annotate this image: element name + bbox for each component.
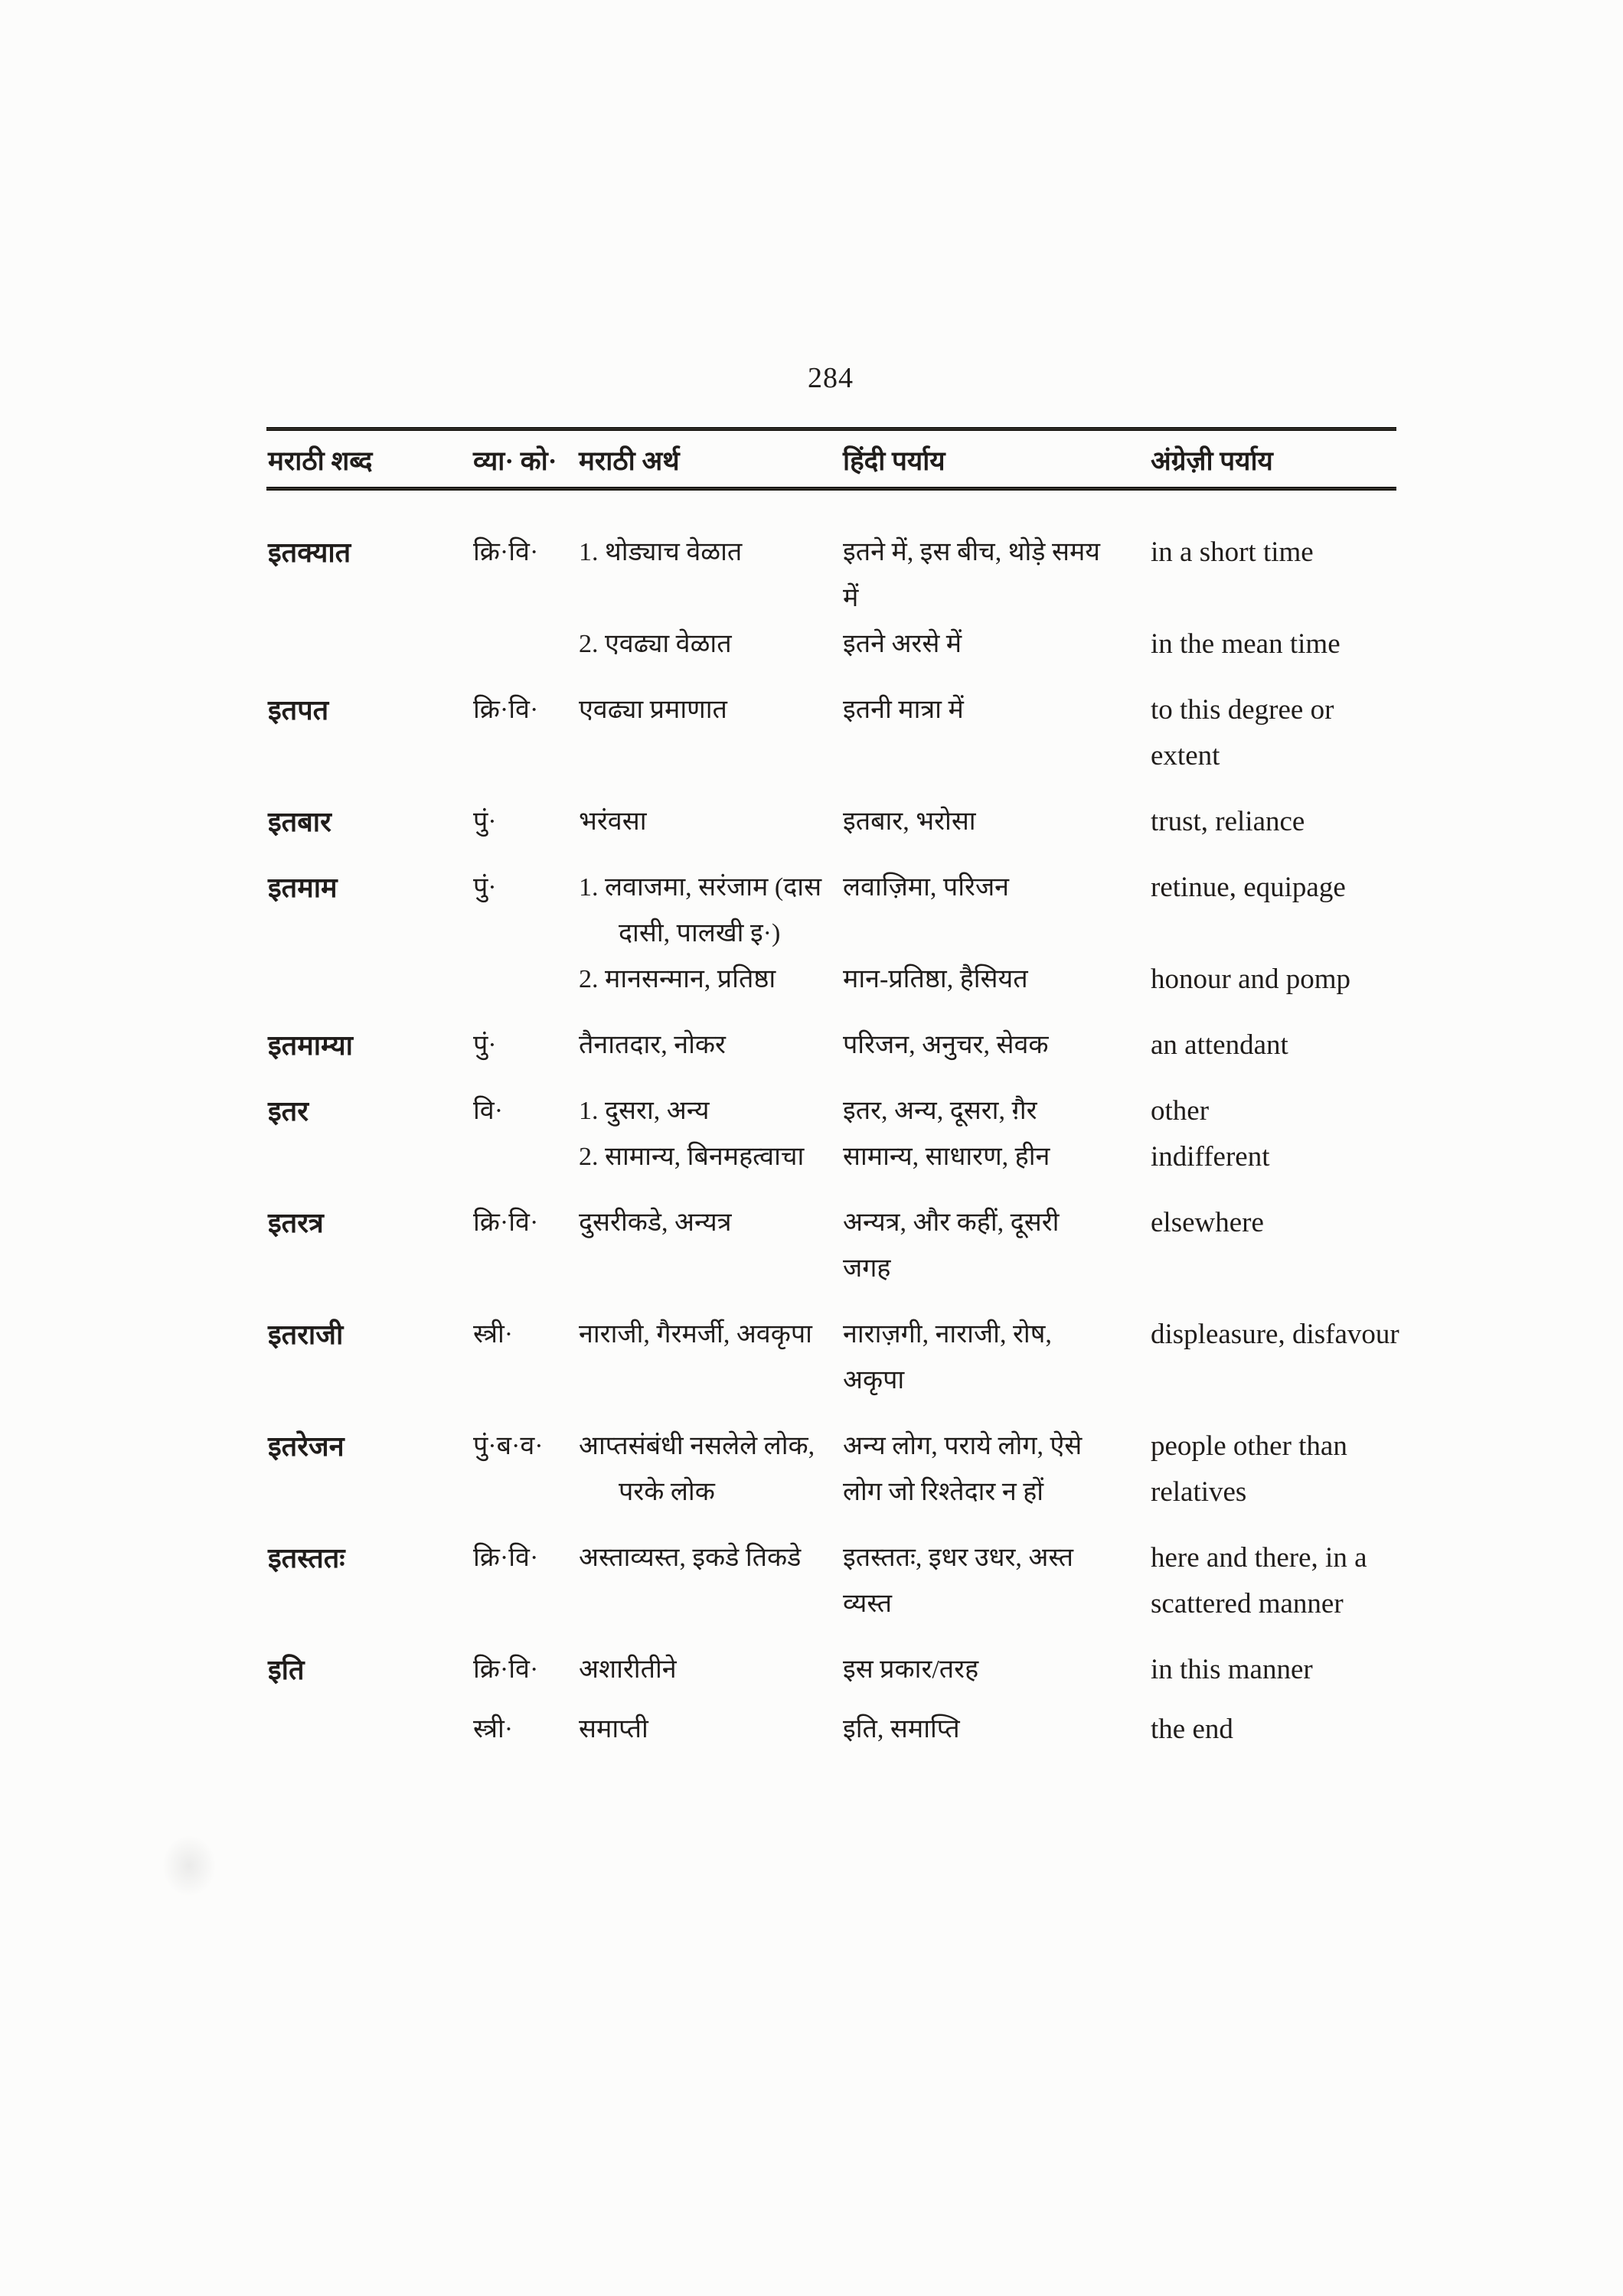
- english-synonym: retinue, equipage: [1151, 872, 1346, 903]
- english-synonym: here and there, in a scattered manner: [1151, 1542, 1367, 1619]
- grammar-tag: क्रि·वि·: [473, 1655, 539, 1684]
- hindi-synonym: परिजन, अनुचर, सेवक: [843, 1031, 1049, 1059]
- hindi-synonym: इतने अरसे में: [843, 630, 962, 658]
- entry-sense-row: [268, 621, 1462, 667]
- english-synonym: in the mean time: [1151, 628, 1341, 660]
- dictionary-entry: [268, 1088, 1462, 1180]
- marathi-meaning: समाप्ती: [579, 1715, 648, 1743]
- dictionary-entry: [268, 1535, 1462, 1627]
- marathi-meaning: 1. थोड्याच वेळात: [579, 538, 743, 566]
- hindi-synonym: इतर, अन्य, दूसरा, ग़ैर: [843, 1097, 1037, 1125]
- marathi-meaning: दुसरीकडे, अन्यत्र: [579, 1208, 732, 1237]
- hindi-synonym: मान-प्रतिष्ठा, हैसियत: [843, 965, 1028, 993]
- marathi-word: इतमाम: [268, 872, 338, 903]
- marathi-meaning: अस्ताव्यस्त, इकडे तिकडे: [579, 1544, 802, 1572]
- dictionary-entry: [268, 1200, 1462, 1292]
- hindi-synonym: इतनी मात्रा में: [843, 696, 964, 724]
- marathi-meaning: 2. एवढ्या वेळात: [579, 630, 732, 658]
- hindi-synonym: सामान्य, साधारण, हीन: [843, 1143, 1050, 1171]
- hindi-synonym: नाराज़गी, नाराजी, रोष, अकृपा: [843, 1320, 1052, 1394]
- entry-sense-row: [268, 1200, 1462, 1292]
- dictionary-entry: [268, 1424, 1462, 1515]
- marathi-meaning: तैनातदार, नोकर: [579, 1031, 726, 1059]
- header-rule-top: [266, 427, 1396, 431]
- marathi-word: इति: [268, 1655, 305, 1685]
- page-number: 284: [808, 362, 854, 394]
- english-synonym: an attendant: [1151, 1029, 1288, 1061]
- hindi-synonym: इतस्ततः, इधर उधर, अस्त व्यस्त: [843, 1544, 1073, 1618]
- dictionary-entry: [268, 687, 1462, 779]
- entry-sense-row: [268, 1022, 1462, 1068]
- english-synonym: displeasure, disfavour: [1151, 1319, 1399, 1350]
- english-synonym: in this manner: [1151, 1654, 1313, 1685]
- marathi-word: इतपत: [268, 695, 329, 726]
- dictionary-entry: [268, 799, 1462, 845]
- english-synonym: in a short time: [1151, 536, 1314, 568]
- marathi-meaning: अशारीतीने: [579, 1655, 677, 1684]
- marathi-meaning: एवढ्या प्रमाणात: [579, 696, 727, 724]
- english-synonym: people other than relatives: [1151, 1430, 1347, 1508]
- column-header-marathi-word: मराठी शब्द: [268, 446, 373, 476]
- english-synonym: the end: [1151, 1714, 1233, 1745]
- grammar-tag: स्त्री·: [473, 1715, 514, 1743]
- hindi-synonym: लवाज़िमा, परिजन: [843, 873, 1010, 902]
- hindi-synonym: अन्यत्र, और कहीं, दूसरी जगह: [843, 1208, 1060, 1283]
- hindi-synonym: इति, समाप्ति: [843, 1715, 960, 1743]
- marathi-meaning: 2. सामान्य, बिनमहत्वाचा: [579, 1143, 805, 1171]
- column-header-marathi-meaning: मराठी अर्थ: [579, 446, 680, 476]
- grammar-tag: वि·: [473, 1097, 504, 1125]
- grammar-tag: पुं·ब·व·: [473, 1432, 544, 1460]
- marathi-word: इतराजी: [268, 1319, 344, 1350]
- english-synonym: other: [1151, 1095, 1210, 1127]
- entry-sense-row: [268, 1647, 1462, 1693]
- marathi-meaning: आप्तसंबंधी नसलेले लोक, परके लोक: [579, 1432, 815, 1506]
- hindi-synonym: इस प्रकार/तरह: [843, 1655, 979, 1684]
- column-header-hindi: हिंदी पर्याय: [843, 446, 945, 476]
- marathi-meaning: भरंवसा: [579, 807, 647, 836]
- entry-sense-row: [268, 799, 1462, 845]
- marathi-word: इतरत्र: [268, 1208, 324, 1238]
- english-synonym: honour and pomp: [1151, 964, 1351, 995]
- marathi-meaning: 2. मानसन्मान, प्रतिष्ठा: [579, 965, 776, 993]
- english-synonym: indifferent: [1151, 1141, 1270, 1172]
- hindi-synonym: इतबार, भरोसा: [843, 807, 976, 836]
- grammar-tag: पुं·: [473, 807, 497, 836]
- entry-sense-row: [268, 530, 1462, 621]
- grammar-tag: क्रि·वि·: [473, 1208, 539, 1237]
- english-synonym: to this degree or extent: [1151, 694, 1334, 771]
- grammar-tag: स्त्री·: [473, 1320, 514, 1349]
- marathi-word: इतमाम्या: [268, 1030, 353, 1061]
- english-synonym: trust, reliance: [1151, 806, 1305, 837]
- dictionary-entry: [268, 1022, 1462, 1068]
- english-synonym: elsewhere: [1151, 1207, 1264, 1238]
- grammar-tag: क्रि·वि·: [473, 1544, 539, 1572]
- entry-sense-row: [268, 1088, 1462, 1134]
- grammar-tag: क्रि·वि·: [473, 538, 539, 566]
- dictionary-entry: [268, 1647, 1462, 1753]
- marathi-word: इतक्यात: [268, 537, 351, 568]
- entry-sense-row: [268, 957, 1462, 1003]
- marathi-word: इतर: [268, 1096, 309, 1127]
- dictionary-entry: [268, 1312, 1462, 1404]
- table-header-row: [268, 439, 1432, 484]
- entry-sense-row: [268, 1134, 1462, 1180]
- entry-sense-row: [268, 1707, 1462, 1753]
- column-header-english: अंग्रेज़ी पर्याय: [1151, 446, 1273, 476]
- hindi-synonym: इतने में, इस बीच, थोड़े समय में: [843, 538, 1101, 612]
- marathi-meaning: 1. दुसरा, अन्य: [579, 1097, 710, 1125]
- entry-sense-row: [268, 1535, 1462, 1627]
- dictionary-entry: [268, 530, 1462, 667]
- scan-smudge: [162, 1835, 216, 1896]
- marathi-word: इतबार: [268, 807, 331, 837]
- entry-sense-row: [268, 865, 1462, 957]
- column-header-grammar: व्या· को·: [473, 446, 557, 476]
- header-rule-bottom: [266, 487, 1396, 491]
- marathi-meaning: नाराजी, गैरमर्जी, अवकृपा: [579, 1320, 812, 1349]
- dictionary-table: [268, 530, 1462, 1773]
- marathi-word: इतरेजन: [268, 1431, 345, 1462]
- entry-sense-row: [268, 1312, 1462, 1404]
- grammar-tag: पुं·: [473, 1031, 497, 1059]
- hindi-synonym: अन्य लोग, पराये लोग, ऐसे लोग जो रिश्तेदार न हों: [843, 1432, 1083, 1506]
- entry-sense-row: [268, 1424, 1462, 1515]
- grammar-tag: क्रि·वि·: [473, 696, 539, 724]
- entry-sense-row: [268, 687, 1462, 779]
- marathi-meaning: 1. लवाजमा, सरंजाम (दास दासी, पालखी इ·): [579, 873, 822, 947]
- grammar-tag: पुं·: [473, 873, 497, 902]
- marathi-word: इतस्ततः: [268, 1543, 345, 1574]
- dictionary-entry: [268, 865, 1462, 1003]
